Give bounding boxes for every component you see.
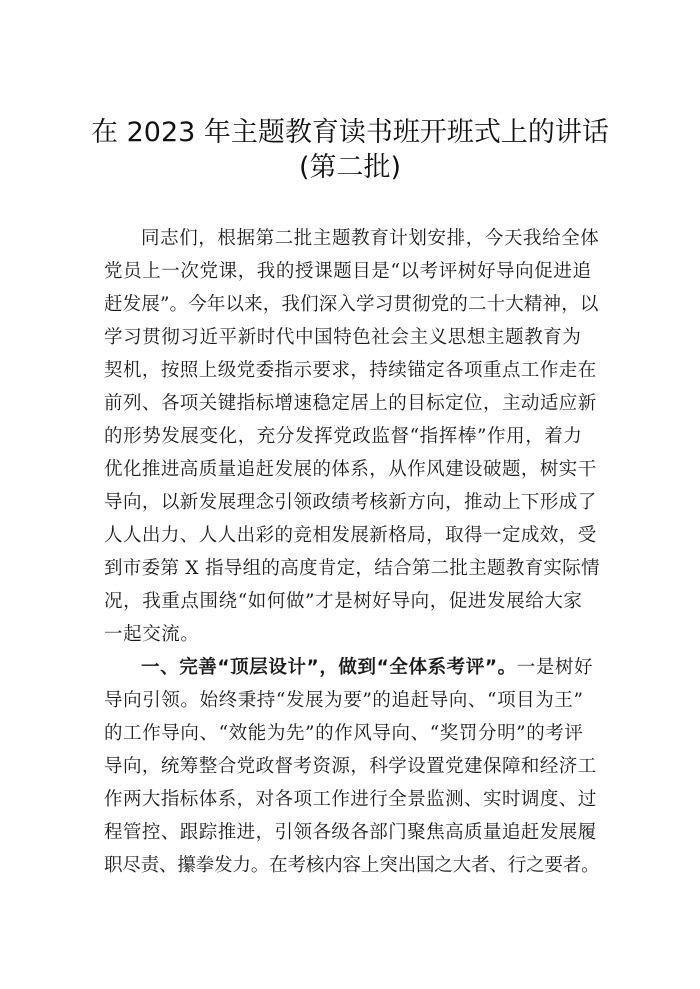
paragraph-2-line: 作两大指标体系，对各项工作进行全景监测、实时调度、过	[104, 789, 597, 810]
paragraph-2-line: 导向，统筹整合党政督考资源，科学设置党建保障和经济工	[104, 756, 597, 777]
paragraph-1-line: 导向，以新发展理念引领政绩考核新方向，推动上下形成了	[104, 492, 597, 513]
paragraph-1-line: 学习贯彻习近平新时代中国特色社会主义思想主题教育为	[104, 327, 582, 348]
paragraph-1-line: 赶发展”。今年以来，我们深入学习贯彻党的二十大精神，以	[104, 294, 599, 315]
paragraph-2-line: 职尽责、攥拳发力。在考核内容上突出国之大者、行之要者。	[104, 855, 600, 876]
paragraph-1-line: 一起交流。	[104, 624, 200, 645]
paragraph-1-line: 的形势发展变化，充分发挥党政监督“指挥棒”作用，着力	[104, 426, 583, 447]
document-subtitle: (第二批)	[298, 152, 402, 183]
document-title: 在 2023 年主题教育读书班开班式上的讲话	[91, 117, 609, 148]
paragraph-2-line: 程管控、跟踪推进，引领各级各部门聚焦高质量追赶发展履	[104, 822, 597, 843]
paragraph-1-line: 前列、各项关键指标增速稳定居上的目标定位，主动适应新	[104, 393, 597, 414]
section-heading-rest: 一是树好	[516, 657, 594, 678]
paragraph-2-line: 导向引领。始终秉持“发展为要”的追赶导向、“项目为王”	[104, 690, 584, 711]
paragraph-2-first-line	[141, 652, 593, 684]
paragraph-2-line: 的工作导向、“效能为先”的作风导向、“奖罚分明”的考评	[104, 723, 584, 744]
paragraph-1-line: 党员上一次党课，我的授课题目是“以考评树好导向促进追	[104, 261, 592, 282]
section-heading: 一、完善“顶层设计”，做到“全体系考评”。	[141, 657, 517, 678]
paragraph-1-line: 同志们，根据第二批主题教育计划安排，今天我给全体	[141, 228, 600, 249]
paragraph-1-line: 契机，按照上级党委指示要求，持续锚定各项重点工作走在	[104, 360, 597, 381]
paragraph-1-line: 况，我重点围绕“如何做”才是树好导向，促进发展给大家	[104, 591, 583, 612]
paragraph-1-line: 优化推进高质量追赶发展的体系，从作风建设破题，树实干	[104, 459, 597, 480]
paragraph-1-line: 到市委第 X 指导组的高度肯定，结合第二批主题教育实际情	[104, 558, 600, 579]
paragraph-1-line: 人人出力、人人出彩的竞相发展新格局，取得一定成效，受	[104, 525, 597, 546]
